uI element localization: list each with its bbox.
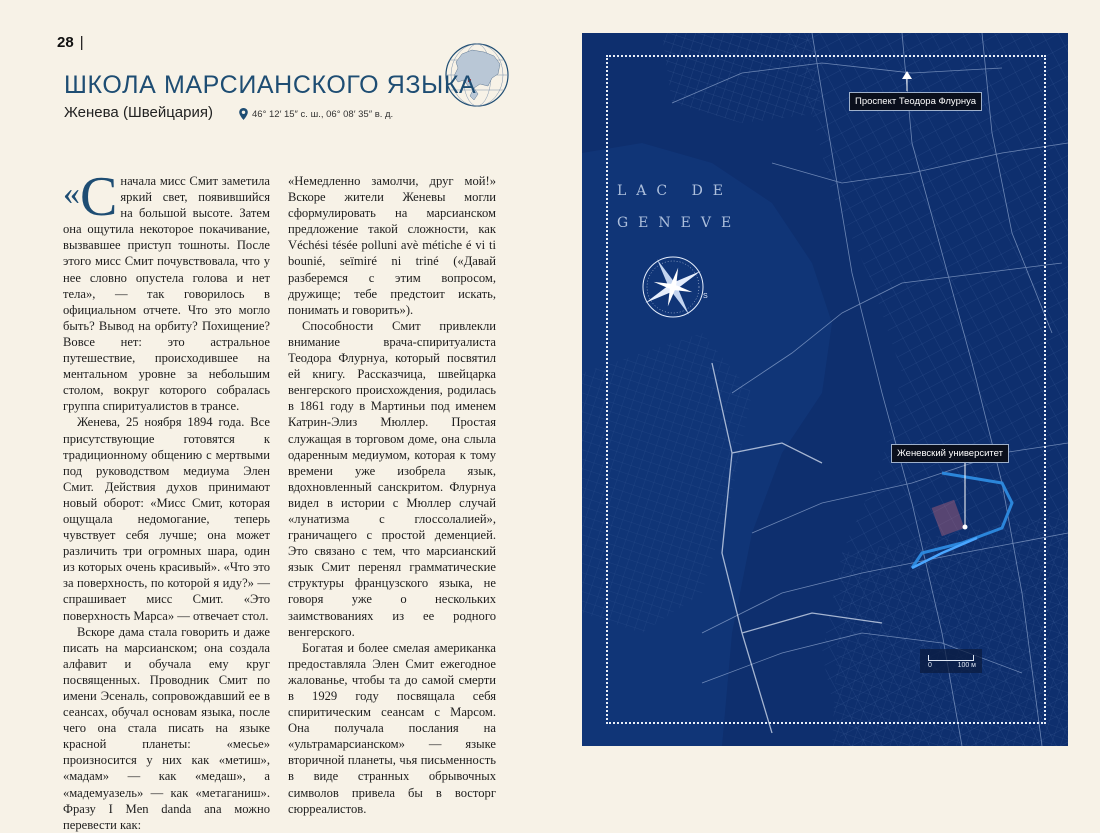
page-number-value: 28 (57, 34, 74, 51)
opening-quote: « (63, 175, 80, 212)
scale-start: 0 (928, 662, 932, 669)
scale-end: 100 м (957, 662, 976, 669)
page-number (57, 34, 84, 51)
scale-background (920, 649, 982, 673)
page-number-separator: | (79, 34, 84, 51)
location-pin-icon (239, 108, 248, 120)
scale-line (928, 655, 974, 661)
drop-cap: С (80, 166, 118, 228)
map-label-university: Женевский университет (891, 444, 1009, 463)
lake-label-1: LAC DE (617, 183, 734, 199)
paragraph: Богатая и более смелая американка предоставляла Элен Смит ежегодное жалованье, чтобы та до самой смерти в 1929 году посвящала себя спиритическим сеансам с Марсом. Она получала послания на «ультрамарсианском» — языке вторичной планеты, чья письменность в виде странных обрывочных символов привела бы в восторг сюрреалистов. (288, 640, 496, 816)
paragraph: Женева, 25 ноября 1894 года. Все присутствующие готовятся к традиционному общению с мертвыми под руководством медиума Элен Смит. Действия духов принимают новый оборот: «Мисс Смит, которая ощущала недомогание, теперь чувствует себя лучше; она может различить три огромных шара, один из которых очень красивый». «Что это за поверхность, по которой я иду?» — спрашивает мисс Смит. «Это поверхность Марса» — отвечает стол. (63, 415, 270, 623)
coordinates (239, 108, 393, 120)
article-column-left (63, 166, 270, 833)
scale-bar (928, 655, 976, 669)
map-frame (606, 55, 1046, 724)
paragraph: Вскоре дама стала говорить и даже писать на марсианском; она создала алфавит и обучала ему круг посвященных. Проводник Смит по имени Эсеналь, сопровождавший ее в сеансах, обучал основам языка, после чего она стала писать на языке красной планеты: «месье» произносится у них как «метиш», «мадам» — как «медаш», а «мадемуазель» — как «метаганиш». Фразу I Men danda ana можно перевести как: (63, 624, 270, 832)
location-name: Женева (Швейцария) (64, 104, 213, 121)
coordinates-text: 46° 12′ 15″ с. ш., 06° 08′ 35″ в. д. (252, 108, 394, 120)
paragraph: «Немедленно замолчи, друг мой!» Вскоре жители Женевы могли сформулировать на марсианском предложение такой сложности, как Véchési tésée polluni avè métiche é vi ti bounié, seïmiré ni triné («Давай разберемся с этим вопросом, дружище; тебе предстоит искать, понимать и говорить»). (288, 174, 496, 317)
map-label-prospect: Проспект Теодора Флурнуа (849, 92, 982, 111)
lake-label-2: GENEVE (617, 215, 742, 231)
compass-letter: S (703, 293, 708, 300)
paragraph: начала мисс Смит заметила яркий свет, появившийся на большой высоте. Затем она ощутила некоторое покачивание, вызвавшее приступ тошноты. После этого мисс Смит почувствовала, что у нее словно опустела голова и нет тела», — так говорилось в официальном отчете. Что это могло быть? Вывод на орбиту? Похищение? Вовсе нет: это астральное путешествие, происходившее на ментальном уровне за небольшим столом, вокруг которого собралась группа спиритуалистов в трансе. (63, 174, 270, 414)
city-map (582, 33, 1068, 746)
paragraph: Способности Смит привлекли внимание врача-спиритуалиста Теодора Флурнуа, который посвятил ей книгу. Рассказчица, швейцарка венгерского происхождения, родилась в 1861 году в Мартиньи под именем Катрин-Элиз Мюллер. Простая служащая в торговом доме, она слыла одаренным медиумом, которая к тому времени уже изобрела язык, вдохновленный санскритом. Флурнуа видел в истории с Мюллер случай «лунатизма с глоссолалией», граничащего с простой деменцией. Это связано с тем, что марсианский язык Смит перенял грамматические структуры французского языка, не говоря уже о нескольких заимствованиях из ее родного венгерского. (288, 318, 496, 639)
article-title: ШКОЛА МАРСИАНСКОГО ЯЗЫКА (64, 71, 477, 99)
article-column-right (288, 173, 496, 817)
